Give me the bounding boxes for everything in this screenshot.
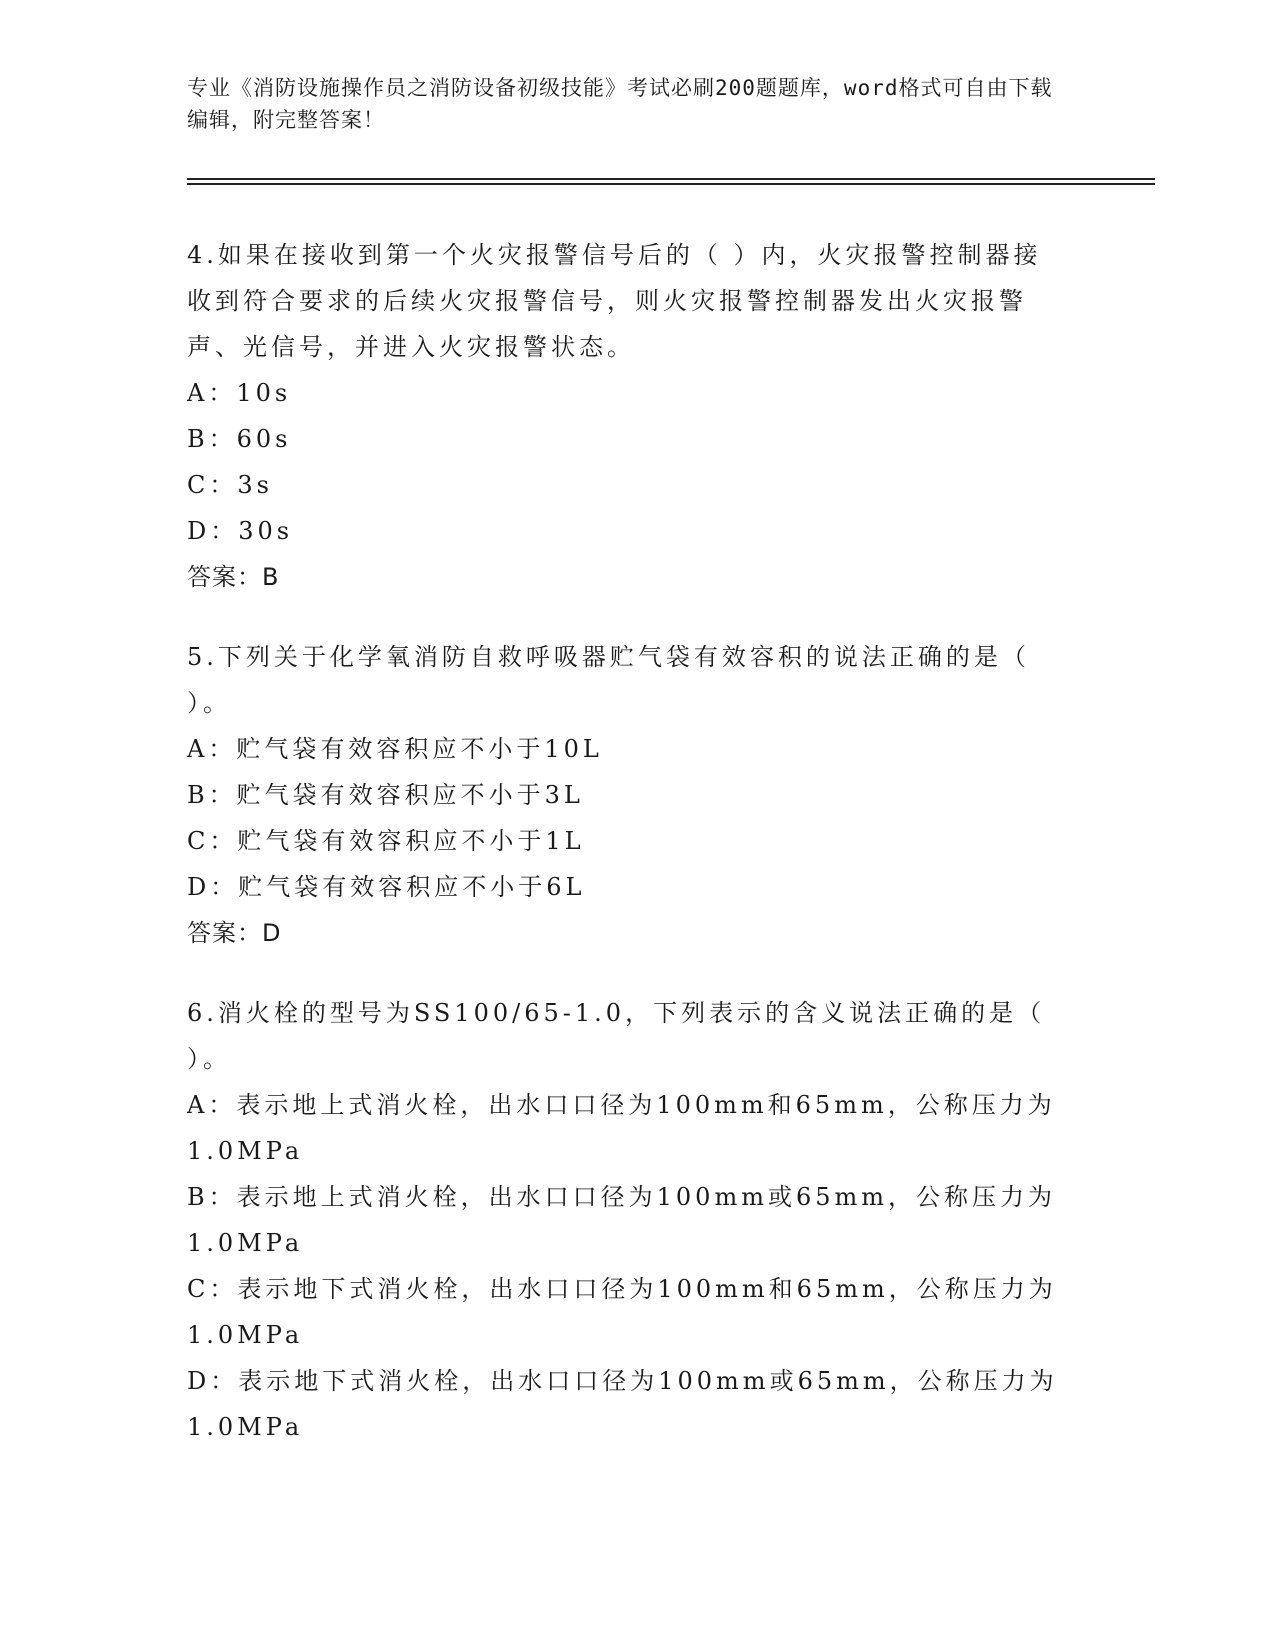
option-c: C：表示地下式消火栓，出水口口径为100mm和65mm，公称压力为1.0MPa <box>187 1275 1057 1349</box>
question-list <box>187 232 1067 1484</box>
option-b: B：60s <box>187 425 292 453</box>
option-d: D：表示地下式消火栓，出水口口径为100mm或65mm，公称压力为1.0MPa <box>187 1367 1058 1441</box>
option-c: C：3s <box>187 471 273 499</box>
header-divider-top <box>187 178 1155 180</box>
question-4 <box>187 232 1067 600</box>
question-text: 5.下列关于化学氧消防自救呼吸器贮气袋有效容积的说法正确的是（ ）。 <box>187 643 1030 717</box>
option-d: D：贮气袋有效容积应不小于6L <box>187 873 586 901</box>
question-text: 4.如果在接收到第一个火灾报警信号后的（ ）内，火灾报警控制器接收到符合要求的后续火灾报警信号，则火灾报警控制器发出火灾报警声、光信号，并进入火灾报警状态。 <box>187 241 1042 361</box>
question-text: 6.消火栓的型号为SS100/65-1.0，下列表示的含义说法正确的是（ ）。 <box>187 999 1046 1073</box>
option-c: C：贮气袋有效容积应不小于1L <box>187 827 585 855</box>
answer-text: 答案：B <box>187 563 280 591</box>
option-a: A：10s <box>187 379 292 407</box>
question-5 <box>187 634 1067 956</box>
question-6 <box>187 990 1067 1450</box>
answer-text: 答案：D <box>187 919 282 947</box>
option-b: B：表示地上式消火栓，出水口口径为100mm或65mm，公称压力为1.0MPa <box>187 1183 1057 1257</box>
option-b: B：贮气袋有效容积应不小于3L <box>187 781 584 809</box>
option-a: A：表示地上式消火栓，出水口口径为100mm和65mm，公称压力为1.0MPa <box>187 1091 1056 1165</box>
option-d: D：30s <box>187 517 294 545</box>
document-header: 专业《消防设施操作员之消防设备初级技能》考试必刷200题题库，word格式可自由下载编辑，附完整答案！ <box>187 76 1053 132</box>
option-a: A：贮气袋有效容积应不小于10L <box>187 735 603 763</box>
header-divider-bottom <box>187 183 1155 185</box>
